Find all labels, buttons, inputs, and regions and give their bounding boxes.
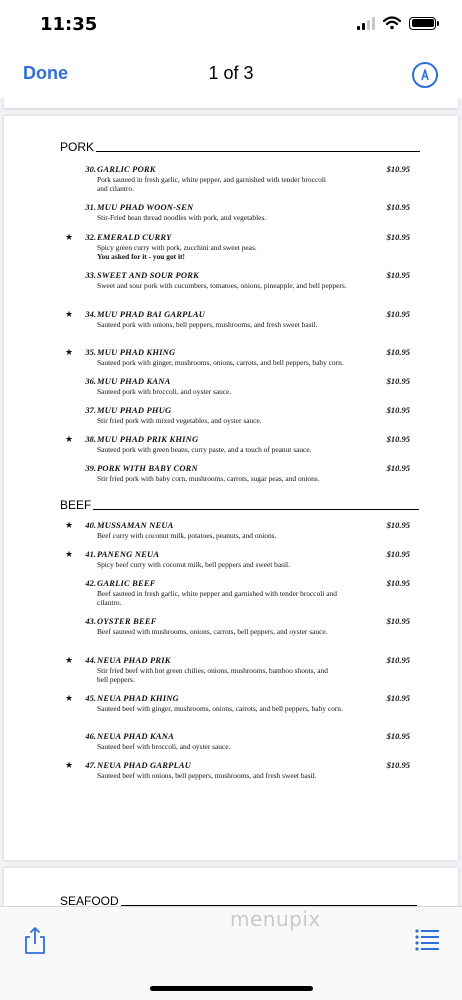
menu-item-header (60, 549, 410, 560)
menu-item-name: MUU PHAD PHUG (97, 405, 172, 415)
menu-item-header (60, 616, 410, 627)
star-icon: ★ (65, 309, 74, 319)
menu-item-description: Spicy green curry with pork, zucchini and sweet peas. (97, 243, 257, 252)
menu-item-name: OYSTER BEEF (97, 616, 157, 626)
menu-item-number: 40. (85, 520, 96, 530)
menu-item-header (60, 760, 410, 771)
cellular-signal-icon (357, 16, 375, 30)
menu-item (60, 616, 410, 636)
menu-item (60, 693, 410, 713)
menu-item-name: NEUA PHAD KHING (97, 693, 179, 703)
menu-item-header (60, 347, 410, 358)
menu-item-header (60, 463, 410, 474)
menu-item-description: Spicy beef curry with coconut milk, bell peppers and sweet basil. (97, 560, 290, 569)
menu-item-price: $10.95 (386, 520, 410, 530)
menu-item (60, 376, 410, 396)
star-icon: ★ (65, 655, 74, 665)
menu-item-description: Pork sauteed in fresh garlic, white pepper, and garnished with tender broccoli and cilantro. (97, 175, 326, 193)
menu-item-header (60, 270, 410, 281)
battery-icon (409, 17, 436, 30)
menu-item-name: SWEET AND SOUR PORK (97, 270, 199, 280)
menu-item-price: $10.95 (386, 232, 410, 242)
menu-item-price: $10.95 (386, 616, 410, 626)
menu-item-description: Stir fried beef with hot green chilies, onions, mushrooms, bamboo shoots, and bell peppers. (97, 666, 328, 684)
menu-item-number: 32. (85, 232, 96, 242)
watermark: menupix (230, 907, 321, 931)
star-icon: ★ (65, 434, 74, 444)
menu-item-price: $10.95 (386, 309, 410, 319)
menu-item (60, 760, 410, 780)
star-icon: ★ (65, 760, 74, 770)
menu-item-name: MUU PHAD BAI GARPLAU (97, 309, 206, 319)
done-button[interactable]: Done (23, 63, 68, 83)
menu-item-description: Beef sauteed in fresh garlic, white pepper and garnished with tender broccoli and cilantro. (97, 589, 337, 607)
menu-item-number: 43. (85, 616, 96, 626)
menu-item-name: GARLIC PORK (97, 164, 156, 174)
section-header-beef: BEEF (60, 498, 419, 512)
menu-item-description: Sauteed pork with onions, bell peppers, mushrooms, and fresh sweet basil. (97, 320, 318, 329)
menu-item-price: $10.95 (386, 731, 410, 741)
menu-item-description: Sauteed beef with ginger, mushrooms, onions, carrots, and bell peppers, baby corn. (97, 704, 343, 713)
menu-item-name: MUSSAMAN NEUA (97, 520, 174, 530)
menu-item-name: EMERALD CURRY (97, 232, 172, 242)
pdf-viewer[interactable] (0, 98, 462, 906)
menu-item-price: $10.95 (386, 693, 410, 703)
menu-item-header (60, 434, 410, 445)
menu-item (60, 309, 410, 329)
menu-item (60, 731, 410, 751)
list-icon[interactable] (414, 927, 440, 951)
menu-item-header (60, 376, 410, 387)
menu-item-price: $10.95 (386, 347, 410, 357)
menu-item (60, 232, 410, 261)
star-icon: ★ (65, 347, 74, 357)
menu-item (60, 578, 410, 607)
menu-item-description: Beef sauteed with mushrooms, onions, carrots, bell peppers, and oyster sauce. (97, 627, 328, 636)
menu-item-name: MUU PHAD KHING (97, 347, 176, 357)
section-header-pork: PORK (60, 140, 420, 154)
menu-item-name: NEUA PHAD KANA (97, 731, 174, 741)
menu-item-header (60, 232, 410, 243)
menu-item-price: $10.95 (386, 463, 410, 473)
menu-item-price: $10.95 (386, 760, 410, 770)
menu-item (60, 202, 410, 222)
menu-item-price: $10.95 (386, 202, 410, 212)
menu-item-number: 34. (85, 309, 96, 319)
menu-item-price: $10.95 (386, 405, 410, 415)
menu-item-price: $10.95 (386, 164, 410, 174)
menu-item-description: Sauteed pork with ginger, mushrooms, onions, carrots, and bell peppers, baby corn. (97, 358, 344, 367)
menu-item-header (60, 202, 410, 213)
menu-item-header (60, 405, 410, 416)
menu-item (60, 347, 410, 367)
menu-item-description: Stir-Fried bean thread noodles with pork, and vegetables. (97, 213, 267, 222)
star-icon: ★ (65, 520, 74, 530)
menu-item-price: $10.95 (386, 376, 410, 386)
star-icon: ★ (65, 693, 74, 703)
menu-item-number: 37. (85, 405, 96, 415)
menu-item-number: 44. (85, 655, 96, 665)
menu-item-header (60, 164, 410, 175)
menu-item-number: 41. (85, 549, 96, 559)
menu-item-header (60, 520, 410, 531)
menu-item-number: 47. (85, 760, 96, 770)
status-icons (357, 16, 436, 30)
previous-page-edge (4, 98, 458, 108)
bottom-toolbar (0, 906, 462, 1000)
section-header-seafood: SEAFOOD (60, 894, 417, 906)
menu-item-description: Beef curry with coconut milk, potatoes, peanuts, and onions. (97, 531, 277, 540)
menu-item-description: Stir fried pork with mixed vegetables, and oyster sauce. (97, 416, 262, 425)
menu-item-number: 46. (85, 731, 96, 741)
menu-item-number: 36. (85, 376, 96, 386)
menu-item-header (60, 309, 410, 320)
menu-item-name: NEUA PHAD GARPLAU (97, 760, 192, 770)
menu-item-price: $10.95 (386, 578, 410, 588)
menu-item (60, 463, 410, 483)
menu-item-name: NEUA PHAD PRIK (97, 655, 171, 665)
menu-item-price: $10.95 (386, 270, 410, 280)
menu-item-description: Stir fried pork with baby corn, mushrooms, carrots, sugar peas, and onions. (97, 474, 320, 483)
page-indicator: 1 of 3 (208, 63, 254, 83)
star-icon: ★ (65, 549, 74, 559)
menu-item-number: 33. (85, 270, 96, 280)
menu-item (60, 520, 410, 540)
menu-item (60, 549, 410, 569)
menu-item-description: Sweet and sour pork with cucumbers, tomatoes, onions, pineapple, and bell peppers. (97, 281, 347, 290)
markup-pen-icon[interactable] (412, 62, 438, 88)
menu-item-header (60, 693, 410, 704)
menu-item-name: MUU PHAD KANA (97, 376, 171, 386)
nav-bar (0, 50, 462, 98)
menu-item-description: Sauteed beef with onions, bell peppers, mushrooms, and fresh sweet basil. (97, 771, 317, 780)
menu-item-price: $10.95 (386, 549, 410, 559)
menu-item (60, 270, 410, 290)
menu-item-number: 39. (85, 463, 96, 473)
menu-item-name: PORK WITH BABY CORN (97, 463, 198, 473)
status-bar (0, 0, 462, 50)
menu-item-name: MUU PHAD PRIK KHING (97, 434, 199, 444)
status-time: 11:35 (40, 14, 98, 35)
menu-item-number: 31. (85, 202, 96, 212)
menu-item-name: GARLIC BEEF (97, 578, 156, 588)
menu-item-description: Sauteed beef with broccoli, and oyster sauce. (97, 742, 231, 751)
menu-item-name: MUU PHAD WOON-SEN (97, 202, 194, 212)
menu-item-name: PANENG NEUA (97, 549, 160, 559)
menu-item (60, 434, 410, 454)
menu-item (60, 164, 410, 193)
menu-item-header (60, 731, 410, 742)
menu-item-number: 42. (85, 578, 96, 588)
menu-item-number: 35. (85, 347, 96, 357)
pdf-page-1 (4, 116, 458, 860)
menu-item-price: $10.95 (386, 434, 410, 444)
menu-item-number: 38. (85, 434, 96, 444)
menu-item-header (60, 655, 410, 666)
wifi-icon (383, 16, 401, 30)
menu-item-number: 45. (85, 693, 96, 703)
menu-item-description: Sauteed pork with green beans, curry paste, and a touch of peanut sauce. (97, 445, 312, 454)
share-icon[interactable] (22, 925, 48, 955)
pdf-page-2 (4, 868, 458, 906)
star-icon: ★ (65, 232, 74, 242)
menu-item-number: 30. (85, 164, 96, 174)
menu-item-price: $10.95 (386, 655, 410, 665)
home-indicator (150, 986, 313, 991)
menu-item-note: You asked for it - you got it! (97, 252, 185, 261)
menu-item (60, 405, 410, 425)
menu-item-header (60, 578, 410, 589)
menu-item (60, 655, 410, 684)
menu-item-description: Sauteed pork with broccoli, and oyster sauce. (97, 387, 232, 396)
